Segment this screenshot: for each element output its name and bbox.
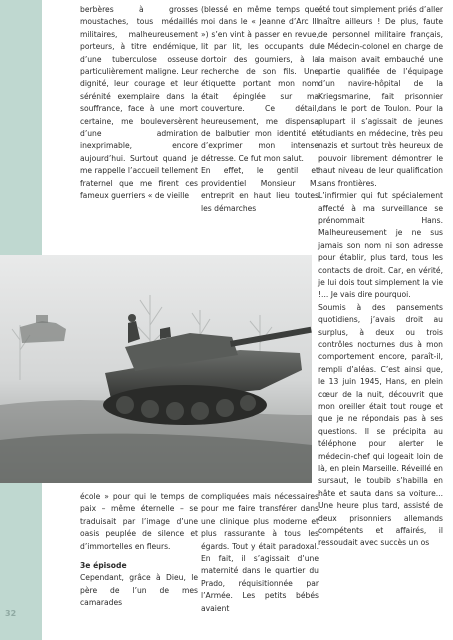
paragraph: été tout simplement priés d’aller naître ailleurs ! De plus, faute de personnel militaire français, le Médecin-colonel en charge de la maison avait embauché une partie qualifiée de l’équipage d’un navire-hôpital de la Kriegsmarine, fait prisonnier dans le port de Toulon. Pour la plupart il s’agissait de jeunes étudiants en médecine, très peu nazis et surtout très heureux de pouvoir librement démontrer le haut niveau de leur qualification sans frontières. xyxy=(318,5,443,188)
paragraph: Cependant, grâce à Dieu, le père de l’un de mes camarades xyxy=(80,573,198,608)
paragraph: compliquées mais nécessaires pour me faire transférer dans une clinique plus moderne et plus rassurante à tous les égards. Tout y était paradoxal. En fait, il s’agissait d’une maternité dans le quartier du Prado, réquisitionnée par l’Armée. Les petits bébés avaient xyxy=(201,492,319,613)
paragraph: berbères à grosses moustaches, tous médaillés militaires, malheureusement porteurs, à titre endémique, d’une tuberculose osseuse particulièrement maligne. Leur dignité, leur courage et leur sérénité exemplaire dans la souffrance, face à une mort certaine, me bouleversèrent d’une admiration inexprimable, encore aujourd’hui. Surtout quand je me rappelle l’accueil tellement fraternel que me firent ces fameux guerriers « de vieille xyxy=(80,5,198,201)
paragraph: En effet, le gentil et providentiel Monsieur M. entreprit en haut lieu toutes les démarches xyxy=(201,166,319,213)
column-1-bottom-text xyxy=(80,491,198,610)
tank-photo xyxy=(0,255,312,483)
column-1-top-text xyxy=(80,4,198,203)
paragraph: école » pour qui le temps de paix – même éternelle – se traduisait par l’image d’une oasis peuplée de silence et d’immortelles en fleurs. xyxy=(80,492,198,551)
page-number: 32 xyxy=(5,609,17,618)
paragraph: (blessé en même temps que moi dans le « Jeanne d’Arc III ») s’en vint à passer en revue, lit par lit, les occupants du dortoir des goumiers, à la recherche de son fils. Une étiquette portant mon nom était épinglée sur ma couverture. Ce détail, heureusement, me dispensa de balbutier mon identité et d’exprimer mon intense détresse. Ce fut mon salut. xyxy=(201,5,319,163)
column-2-top-text xyxy=(201,4,319,215)
column-3-text xyxy=(318,4,443,550)
column-2-bottom-text xyxy=(201,491,319,615)
section-subheading: 3e épisode xyxy=(80,561,127,571)
paragraph: Soumis à des pansements quotidiens, j’avais droit au surplus, à deux ou trois contrôles nocturnes dus à mon comportement encore, paraît-il, rempli d’aléas. C’est ainsi que, le 13 juin 1945, Hans, en plein cœur de la nuit, découvrit que mon oreiller était tout rouge et que je ne répondais pas à ses questions. Il se précipita au téléphone pour alerter le médecin-chef qui logeait loin de là, en plein Marseille. Réveillé en sursaut, le toubib s’habilla en hâte et sauta dans sa voiture... Une heure plus tard, assisté de deux prisonniers allemands compétents et affairés, il ressoudait avec succès un os xyxy=(318,302,443,548)
paragraph: L’infirmier qui fut spécialement affecté à ma surveillance se prénommait Hans. Malheureusement je ne sus jamais son nom ni son adresse pour établir, plus tard, tous les contacts de droit. Car, en vérité, je lui dois tout simplement la vie !... Je vais dire pourquoi. xyxy=(318,191,443,300)
